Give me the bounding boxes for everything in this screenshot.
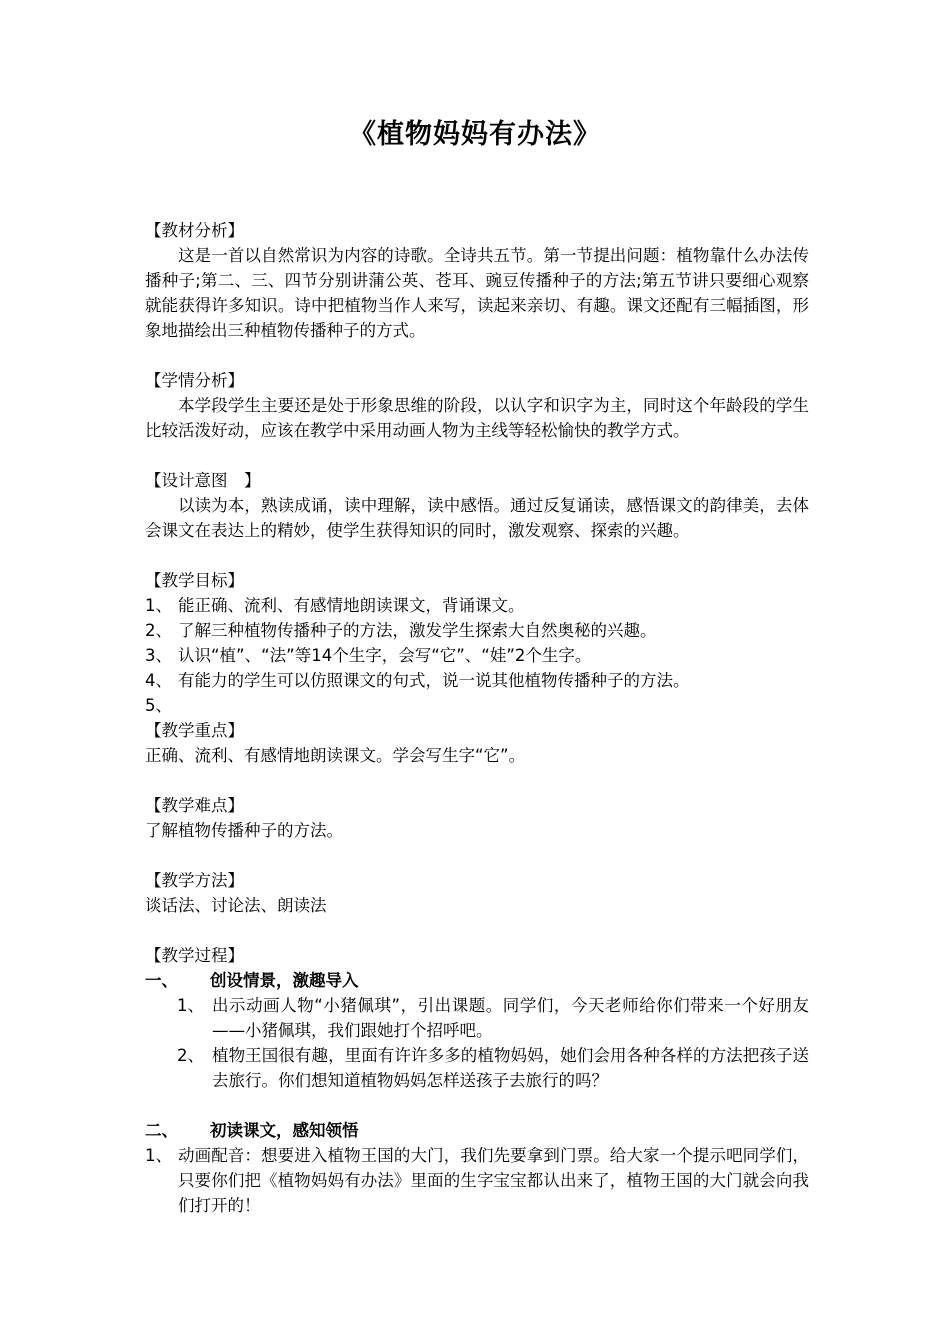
process-step [145, 993, 809, 1043]
paragraph-students: 本学段学生主要还是处于形象思维的阶段，以认字和识字为主，同时这个年龄段的学生比较活泼好动，应该在教学中采用动画人物为主线等轻松愉快的教学方式。 [145, 396, 809, 440]
paragraph-design: 以读为本，熟读成诵，读中理解，读中感悟。通过反复诵读，感悟课文的韵律美，去体会课文在表达上的精妙，使学生获得知识的同时，激发观察、探索的兴趣。 [145, 496, 809, 540]
goal-item [145, 693, 809, 718]
step-number: 2、 [177, 1046, 204, 1065]
heading-method: 【教学方法】 [145, 871, 244, 890]
paragraph-material: 这是一首以自然常识为内容的诗歌。全诗共五节。第一节提出问题：植物靠什么办法传播种子;第二、三、四节分别讲蒲公英、苍耳、豌豆传播种子的方法;第五节讲只要细心观察就能获得许多知识。诗中把植物当作人来写，读起来亲切、有趣。课文还配有三幅插图，形象地描绘出三种植物传播种子的方式。 [145, 246, 809, 340]
goal-number: 2、 [145, 621, 172, 640]
part-number: 二、 [145, 1121, 178, 1140]
document-body [145, 218, 809, 1218]
goal-text: 了解三种植物传播种子的方法，激发学生探索大自然奥秘的兴趣。 [178, 621, 657, 640]
goal-item [145, 668, 809, 693]
document-title: 《植物妈妈有办法》 [349, 119, 601, 150]
heading-material: 【教材分析】 [145, 221, 244, 240]
heading-design: 【设计意图 】 [145, 471, 261, 490]
process-part-1 [145, 968, 809, 993]
part-title: 初读课文，感知领悟 [210, 1121, 359, 1140]
step-text: 出示动画人物“小猪佩琪”，引出课题。同学们，今天老师给你们带来一个好朋友——小猪佩琪，我们跟她打个招呼吧。 [212, 996, 809, 1040]
goal-text: 能正确、流利、有感情地朗读课文，背诵课文。 [178, 596, 525, 615]
goal-text: 认识“植”、“法”等14个生字，会写“它”、“娃”2个生字。 [178, 646, 592, 665]
paragraph-key: 正确、流利、有感情地朗读课文。学会写生字“它”。 [145, 746, 526, 765]
process-part-2 [145, 1118, 809, 1143]
process-step [145, 1143, 809, 1218]
heading-difficulty: 【教学难点】 [145, 796, 244, 815]
heading-process: 【教学过程】 [145, 946, 244, 965]
heading-students: 【学情分析】 [145, 371, 244, 390]
step-number: 1、 [177, 996, 204, 1015]
part-title: 创设情景，激趣导入 [210, 971, 359, 990]
step-number: 1、 [145, 1146, 172, 1165]
goal-text: 有能力的学生可以仿照课文的句式，说一说其他植物传播种子的方法。 [178, 671, 690, 690]
process-step [145, 1043, 809, 1093]
goal-number: 4、 [145, 671, 172, 690]
goal-item [145, 593, 809, 618]
heading-key: 【教学重点】 [145, 721, 244, 740]
goal-item [145, 618, 809, 643]
paragraph-method: 谈话法、讨论法、朗读法 [145, 896, 327, 915]
goal-number: 3、 [145, 646, 172, 665]
goal-item [145, 643, 809, 668]
heading-goals: 【教学目标】 [145, 571, 244, 590]
part-number: 一、 [145, 971, 178, 990]
step-text: 动画配音：想要进入植物王国的大门，我们先要拿到门票。给大家一个提示吧同学们，只要你们把《植物妈妈有办法》里面的生字宝宝都认出来了，植物王国的大门就会向我们打开的！ [178, 1146, 809, 1215]
step-text: 植物王国很有趣，里面有许许多多的植物妈妈，她们会用各种各样的方法把孩子送去旅行。你们想知道植物妈妈怎样送孩子去旅行的吗？ [212, 1046, 809, 1090]
goal-number: 1、 [145, 596, 172, 615]
paragraph-difficulty: 了解植物传播种子的方法。 [145, 821, 343, 840]
goal-number: 5、 [145, 696, 172, 715]
